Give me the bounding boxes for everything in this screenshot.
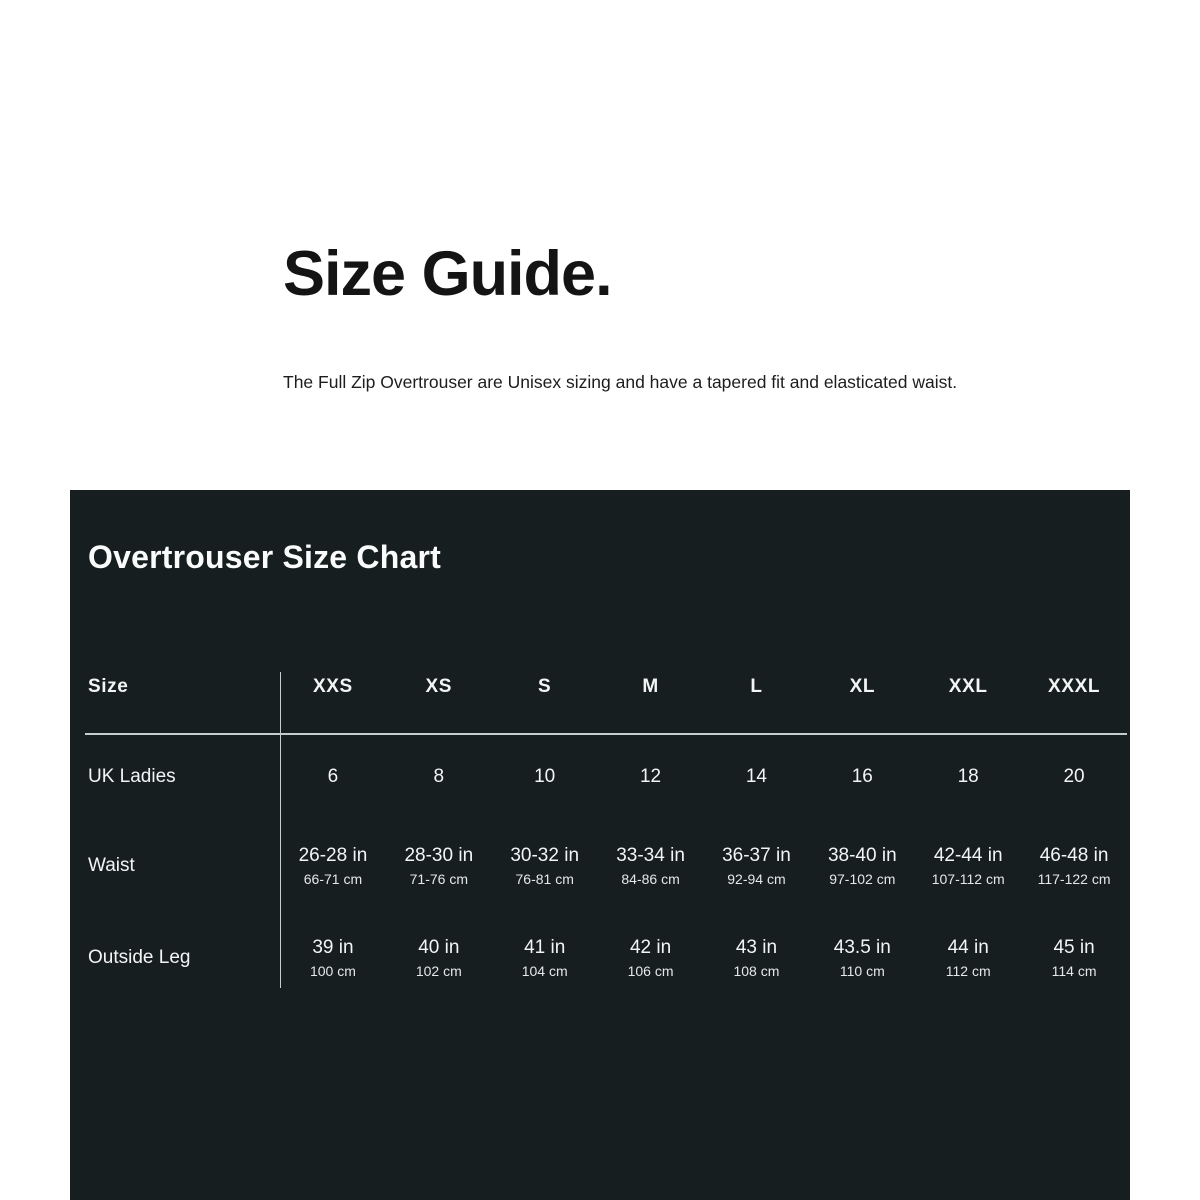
size-table bbox=[85, 640, 1127, 1004]
waist-cm: 107-112 cm bbox=[931, 870, 1005, 887]
uk-ladies-cell: 6 bbox=[327, 765, 339, 787]
outside-leg-cell bbox=[386, 912, 492, 1004]
outside-leg-cell bbox=[809, 912, 915, 1004]
outside-leg-cm: 104 cm bbox=[521, 962, 568, 979]
outside-leg-cell bbox=[915, 912, 1021, 1004]
waist-inches: 28-30 in bbox=[404, 845, 474, 867]
column-header-l: L bbox=[750, 675, 763, 697]
waist-cm: 97-102 cm bbox=[829, 870, 896, 887]
uk-ladies-cell: 16 bbox=[851, 765, 873, 787]
outside-leg-inches: 43.5 in bbox=[833, 937, 891, 959]
outside-leg-cell bbox=[1021, 912, 1127, 1004]
waist-cm: 84-86 cm bbox=[621, 870, 680, 887]
outside-leg-inches: 43 in bbox=[735, 937, 778, 959]
column-divider-line bbox=[280, 672, 281, 988]
column-header-xxs: XXS bbox=[313, 675, 353, 697]
waist-inches: 26-28 in bbox=[298, 845, 368, 867]
outside-leg-cm: 102 cm bbox=[415, 962, 462, 979]
header-divider-line bbox=[85, 733, 1127, 735]
column-header-size: Size bbox=[88, 675, 129, 697]
column-header-xxl: XXL bbox=[948, 675, 988, 697]
outside-leg-cell bbox=[704, 912, 810, 1004]
waist-inches: 33-34 in bbox=[616, 845, 685, 867]
outside-leg-cm: 106 cm bbox=[627, 962, 674, 979]
column-header-xxxl: XXXL bbox=[1048, 675, 1101, 697]
uk-ladies-cell: 20 bbox=[1063, 765, 1085, 787]
row-label-waist: Waist bbox=[88, 854, 135, 876]
uk-ladies-cell: 12 bbox=[639, 765, 662, 787]
page-subtitle: The Full Zip Overtrouser are Unisex sizing and have a tapered fit and elasticated waist. bbox=[283, 372, 958, 392]
outside-leg-inches: 41 in bbox=[524, 937, 566, 959]
waist-cell bbox=[386, 820, 492, 912]
outside-leg-inches: 39 in bbox=[312, 937, 354, 959]
waist-inches: 36-37 in bbox=[722, 845, 791, 867]
row-label-outside-leg: Outside Leg bbox=[88, 946, 191, 968]
waist-cm: 71-76 cm bbox=[409, 870, 468, 887]
size-chart-panel bbox=[70, 490, 1130, 1200]
waist-cm: 92-94 cm bbox=[727, 870, 786, 887]
outside-leg-cm: 110 cm bbox=[839, 962, 885, 979]
page-title: Size Guide. bbox=[283, 239, 612, 309]
waist-cell bbox=[809, 820, 915, 912]
outside-leg-cell bbox=[280, 912, 386, 1004]
outside-leg-cm: 100 cm bbox=[309, 962, 356, 979]
column-header-m: M bbox=[642, 675, 659, 697]
waist-cell bbox=[598, 820, 704, 912]
column-header-xl: XL bbox=[849, 675, 876, 697]
waist-cm: 117-122 cm bbox=[1037, 870, 1111, 887]
outside-leg-cm: 108 cm bbox=[733, 962, 780, 979]
uk-ladies-cell: 10 bbox=[534, 765, 556, 787]
outside-leg-cm: 112 cm bbox=[945, 962, 991, 979]
outside-leg-cm: 114 cm bbox=[1051, 962, 1097, 979]
waist-inches: 46-48 in bbox=[1039, 845, 1109, 867]
waist-cm: 66-71 cm bbox=[303, 870, 363, 887]
waist-inches: 30-32 in bbox=[510, 845, 580, 867]
waist-cell bbox=[280, 820, 386, 912]
outside-leg-cell bbox=[598, 912, 704, 1004]
outside-leg-inches: 45 in bbox=[1053, 937, 1095, 959]
waist-cm: 76-81 cm bbox=[515, 870, 574, 887]
uk-ladies-cell: 18 bbox=[957, 765, 979, 787]
column-header-xs: XS bbox=[425, 675, 453, 697]
waist-cell bbox=[915, 820, 1021, 912]
waist-cell bbox=[704, 820, 810, 912]
panel-title: Overtrouser Size Chart bbox=[88, 539, 441, 575]
waist-cell bbox=[1021, 820, 1127, 912]
waist-cell bbox=[492, 820, 598, 912]
outside-leg-inches: 42 in bbox=[629, 937, 672, 959]
waist-inches: 38-40 in bbox=[827, 845, 897, 867]
outside-leg-inches: 44 in bbox=[947, 937, 989, 959]
outside-leg-inches: 40 in bbox=[418, 937, 460, 959]
uk-ladies-cell: 8 bbox=[433, 765, 445, 787]
waist-inches: 42-44 in bbox=[933, 845, 1003, 867]
outside-leg-cell bbox=[492, 912, 598, 1004]
row-label-uk-ladies: UK Ladies bbox=[88, 765, 176, 787]
uk-ladies-cell: 14 bbox=[745, 765, 767, 787]
column-header-s: S bbox=[538, 675, 552, 697]
